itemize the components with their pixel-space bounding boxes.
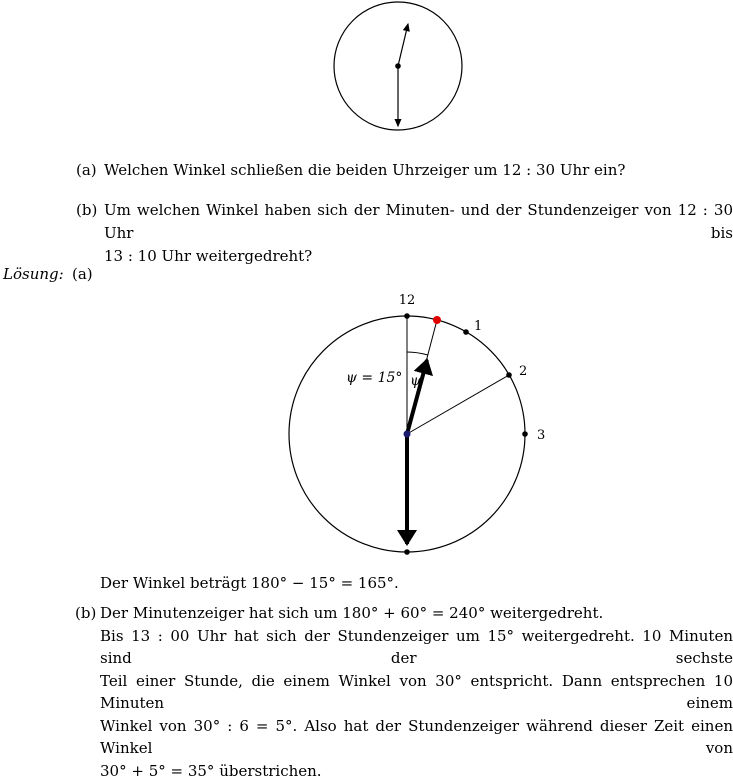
mark-12 (404, 313, 410, 319)
label-12: 12 (399, 293, 416, 308)
hour-hand-small (398, 24, 408, 66)
problem-b-line: Um welchen Winkel haben sich der Minuten- und der Stundenzeiger von 12 : 30 Uhr bis (104, 199, 733, 244)
problem-b-label: (b) (76, 199, 97, 221)
solution-heading: Lösung: (3, 263, 64, 285)
label-3: 3 (537, 428, 545, 443)
solution-a-label: (a) (72, 263, 93, 285)
psi-symbol: ψ (410, 373, 422, 389)
red-point (433, 316, 441, 324)
problem-a-label: (a) (76, 159, 97, 181)
problem-b-text (104, 199, 733, 268)
solution-b-line: Teil einer Stunde, die einem Winkel von 30° entspricht. Dann entsprechen 10 Minuten einem (100, 670, 733, 715)
psi-value-label: ψ = 15° (346, 370, 402, 386)
clock-center-large (404, 431, 411, 438)
clock-center-small (395, 63, 401, 69)
solution-a-result: Der Winkel beträgt 180° − 15° = 165°. (100, 572, 399, 594)
problem-a-text: Welchen Winkel schließen die beiden Uhrzeiger um 12 : 30 Uhr ein? (104, 159, 625, 181)
solution-b-text (100, 602, 733, 782)
mark-1 (463, 329, 469, 335)
solution-b-line: Der Minutenzeiger hat sich um 180° + 60° = 240° weitergedreht. (100, 602, 733, 625)
angle-arc-psi (407, 352, 428, 355)
solution-b-line: Bis 13 : 00 Uhr hat sich der Stundenzeiger um 15° weitergedreht. 10 Minuten sind der sechste (100, 625, 733, 670)
label-2: 2 (519, 364, 527, 379)
solution-b-line: 30° + 5° = 35° überstrichen. (100, 760, 733, 782)
mark-2 (506, 372, 512, 378)
mark-6 (404, 549, 410, 555)
clock-figure-large (0, 285, 733, 565)
hour-hand-large (407, 360, 427, 434)
problem-b-line: 13 : 10 Uhr weitergedreht? (104, 245, 733, 268)
solution-b-label: (b) (75, 602, 96, 624)
solution-b-line: Winkel von 30° : 6 = 5°. Also hat der Stundenzeiger während dieser Zeit einen Winkel von (100, 715, 733, 760)
clock-figure-small (0, 0, 733, 140)
mark-3 (522, 431, 528, 437)
label-1: 1 (474, 319, 482, 334)
